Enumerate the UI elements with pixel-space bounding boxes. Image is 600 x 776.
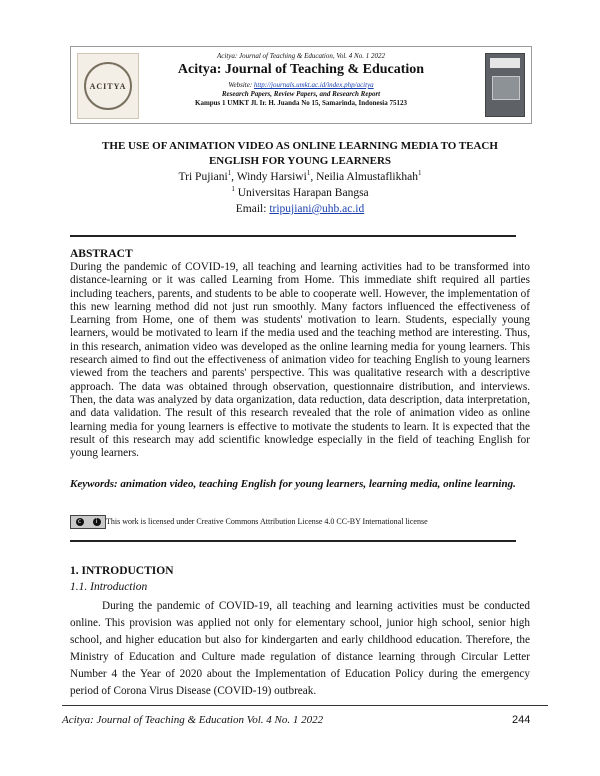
footer-rule xyxy=(62,705,548,706)
journal-cover-image xyxy=(485,53,525,117)
author-affil-mark: 1 xyxy=(306,169,311,178)
journal-title: Acitya: Journal of Teaching & Education xyxy=(177,62,425,77)
author-list: Tri Pujiani$^1$, Windy Harsiwi$^1$, Neilia Almustaflikhah$^1$ xyxy=(178,169,422,183)
author-name: Neilia Almustaflikhah xyxy=(316,171,418,183)
article-title-line-2: ENGLISH FOR YOUNG LEARNERS xyxy=(208,155,392,167)
website-link[interactable]: http://journals.umkt.ac.id/index.php/acitya xyxy=(253,81,374,89)
website-label: Website: xyxy=(228,81,254,89)
cover-illustration xyxy=(492,76,520,100)
article-types: Research Papers, Review Papers, and Research Report xyxy=(221,90,381,98)
journal-website xyxy=(71,81,531,89)
abstract-bottom-rule xyxy=(70,540,516,542)
cover-title-band xyxy=(490,58,520,68)
keywords: Keywords: animation video, teaching English for young learners, learning media, online learning. xyxy=(70,478,516,490)
journal-meta: Acitya: Journal of Teaching & Education, Vol. 4 No. 1 2022 xyxy=(217,52,385,60)
email-label: Email: xyxy=(235,203,270,215)
introduction-subheading: 1.1. Introduction xyxy=(70,581,148,593)
abstract-top-rule xyxy=(70,235,516,237)
abstract-heading: ABSTRACT xyxy=(70,248,133,260)
footer-journal: Acitya: Journal of Teaching & Education Vol. 4 No. 1 2022 xyxy=(62,714,324,726)
author-affil-mark: 1 xyxy=(417,169,422,178)
by-attribution-icon: i xyxy=(93,518,101,526)
author-name: Windy Harsiwi xyxy=(236,171,307,183)
journal-header xyxy=(70,46,532,124)
cc-license-badge[interactable] xyxy=(70,515,106,529)
journal-address: Kampus 1 UMKT Jl. Ir. H. Juanda No 15, Samarinda, Indonesia 75123 xyxy=(195,99,407,107)
logo-text: ACITYA xyxy=(89,81,127,91)
author-name: Tri Pujiani xyxy=(178,171,228,183)
cc-icon: c xyxy=(76,518,84,526)
article-title-line-1: THE USE OF ANIMATION VIDEO AS ONLINE LEARNING MEDIA TO TEACH xyxy=(102,140,498,152)
affiliation xyxy=(70,187,530,199)
page-number: 244 xyxy=(512,714,531,726)
abstract-body: During the pandemic of COVID-19, all teaching and learning activities had to be transformed into distance-learning or it was called Learning from Home. This immediate shift required all parties including teachers, parents, and students to be able to cooperate well. However, the implementation of this new learning method did not just run smoothly. Many factors influenced the effectiveness of Learning from Home, one of them was students' motivation to learn. Students, especially young learners, would be motivated to learn if the media used and the teaching method are interesting. Thus, in this research, animation video was developed as the online learning media for young learners. This research aimed to find out the effectiveness of animation video for teaching English to young learners viewed from the teachers and parents' perspective. This was qualitative research with a descriptive approach. The data was obtained through observation, questionnaire distribution, and interviews. Then, the data was analyzed by data organization, data reduction, data description, data interpretation, and data validation. The result of this research revealed that the role of animation video as online learning media for young learners is effective to motivate the students to learn. It is expected that the result of this research may add scientific knowledge especially in the field of teaching English for young learners. xyxy=(70,261,530,460)
affiliation-mark: 1 xyxy=(231,185,235,194)
introduction-body: During the pandemic of COVID-19, all teaching and learning activities must be conducted online. This provision was applied not only for elementary school, junior high school, senior high school, and higher education but also for kindergarten and early childhood education. Therefore, the Ministry of Education and Culture made regulation of distance learning through Circular Letter Number 4 the Year of 2020 about the Implementation of Education Policy during the emergency period of Corona Virus Disease (COVID-19) outbreak. xyxy=(70,600,530,697)
email-link[interactable]: tripujiani@uhb.ac.id xyxy=(269,203,365,215)
license-text: This work is licensed under Creative Commons Attribution License 4.0 CC-BY International license xyxy=(106,517,428,526)
author-affil-mark: 1 xyxy=(227,169,232,178)
author-email xyxy=(70,203,530,215)
affiliation-name: Universitas Harapan Bangsa xyxy=(237,187,369,199)
introduction-heading: 1. INTRODUCTION xyxy=(70,565,174,577)
